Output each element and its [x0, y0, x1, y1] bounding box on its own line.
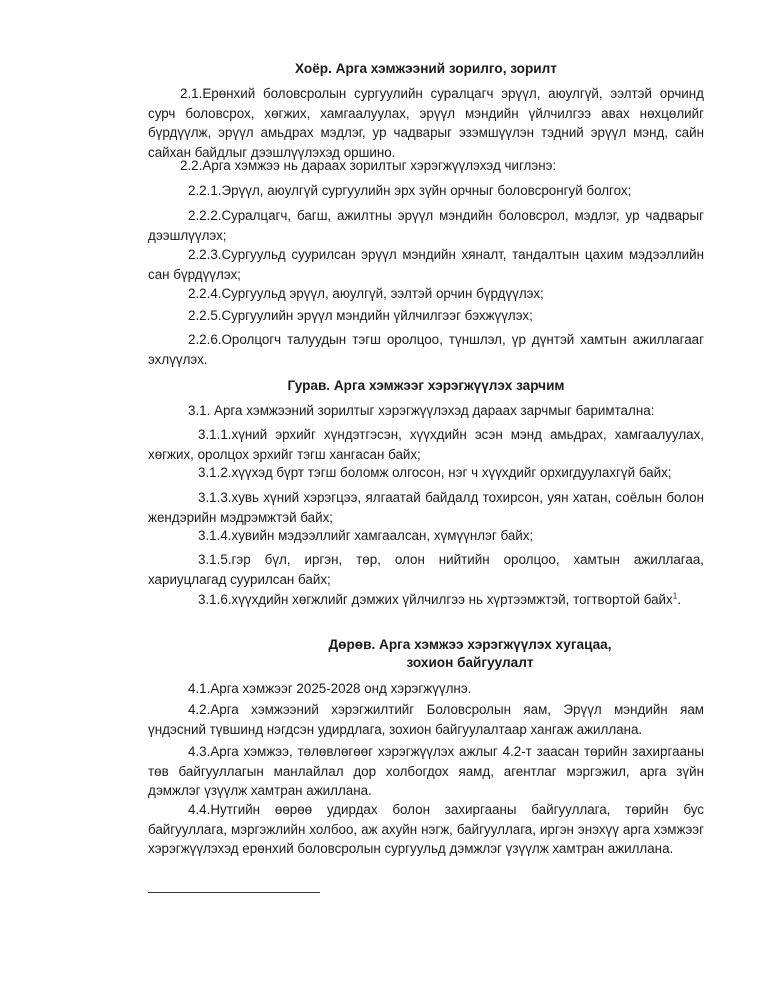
footnote-marker: 1	[672, 591, 678, 601]
paragraph-3-1: 3.1. Арга хэмжээний зорилтыг хэрэгжүүлэхэд дараах зарчмыг баримтална:	[188, 403, 655, 418]
paragraph-3-1-5: 3.1.5.гэр бүл, иргэн, төр, олон нийтийн оролцоо, хамтын ажиллагаа, хариуцлагад суурилсан байх;	[148, 552, 704, 587]
paragraph-2-2: 2.2.Арга хэмжээ нь дараах зорилтыг хэрэгжүүлэхэд чиглэнэ:	[180, 158, 557, 173]
section-3-heading: Гурав. Арга хэмжээг хэрэгжүүлэх зарчим	[287, 378, 565, 393]
paragraph-3-1-1: 3.1.1.хүний эрхийг хүндэтгэсэн, хүүхдийн эсэн мэнд амьдрах, хамгаалуулах, хөгжих, оролцох эрхийг тэгш хангасан байх;	[148, 427, 704, 462]
paragraph-4-1: 4.1.Арга хэмжээг 2025-2028 онд хэрэгжүүлнэ.	[188, 681, 472, 696]
paragraph-2-2-1: 2.2.1.Эрүүл, аюулгүй сургуулийн эрх зүйн орчныг боловсронгуй болгох;	[188, 183, 632, 198]
paragraph-3-1-6: 3.1.6.хүүхдийн хөгжлийг дэмжих үйлчилгээ нь хүртээмжтэй, тогтвортой байх$^1$.	[198, 591, 681, 607]
paragraph-4-3: 4.3.Арга хэмжээ, төлөвлөгөөг хэрэгжүүлэх ажлыг 4.2-т заасан төрийн захиргааны төв байгууллагын манлайлал дор холбогдох яамд, агентлаг мэргэжил, арга зүйн дэмжлэг үзүүлж хамтран ажиллана.	[148, 744, 704, 798]
section-4-heading-line-1: Дөрөв. Арга хэмжээ хэрэгжүүлэх хугацаа,	[328, 637, 612, 652]
paragraph-3-1-4: 3.1.4.хувийн мэдээллийг хамгаалсан, хүмүүнлэг байх;	[198, 528, 534, 543]
footnote-separator	[148, 892, 320, 893]
paragraph-3-1-6-text: 3.1.6.хүүхдийн хөгжлийг дэмжих үйлчилгээ нь хүртээмжтэй, тогтвортой байх	[198, 592, 673, 607]
section-4-heading-line-2: зохион байгуулалт	[406, 655, 534, 670]
paragraph-2-2-2: 2.2.2.Суралцагч, багш, ажилтны эрүүл мэндийн боловсрол, мэдлэг, ур чадварыг дээшлүүлэх;	[148, 208, 704, 243]
paragraph-2-2-6: 2.2.6.Оролцогч талуудын тэгш оролцоо, түншлэл, үр дүнтэй хамтын ажиллагааг эхлүүлэх.	[148, 332, 704, 367]
paragraph-2-1: 2.1.Ерөнхий боловсролын сургуулийн суралцагч эрүүл, аюулгүй, ээлтэй орчинд сурч боловсрох, хөгжих, хамгаалуулах, эрүүл мэндийн үйлчилгээ авах нөхцөлийг бүрдүүлж, эрүүл амьдрах мэдлэг, ур чадварыг эзэмшүүлэн тэдний эрүүл мэнд, сайн сайхан байдлыг дээшлүүлэхэд оршино.	[148, 86, 704, 160]
paragraph-4-4: 4.4.Нутгийн өөрөө удирдах болон захиргааны байгууллага, төрийн бус байгууллага, мэргэжлийн холбоо, аж ахуйн нэгж, байгууллага, иргэн энэхүү арга хэмжээг хэрэгжүүлэхэд ерөнхий боловсролын сургуульд дэмжлэг үзүүлж хамтран ажиллана.	[148, 802, 704, 856]
paragraph-3-1-2: 3.1.2.хүүхэд бүрт тэгш боломж олгосон, нэг ч хүүхдийг орхигдуулахгүй байх;	[198, 465, 672, 480]
section-2-heading: Хоёр. Арга хэмжээний зорилго, зорилт	[295, 61, 557, 76]
paragraph-2-2-5: 2.2.5.Сургуулийн эрүүл мэндийн үйлчилгээг бэхжүүлэх;	[188, 308, 533, 323]
paragraph-4-2: 4.2.Арга хэмжээний хэрэгжилтийг Боловсролын яам, Эрүүл мэндийн яам үндэсний түвшинд нэгдсэн удирдлага, зохион байгуулалтаар хангаж ажиллана.	[148, 702, 704, 737]
paragraph-3-1-3: 3.1.3.хувь хүний хэрэгцээ, ялгаатай байдалд тохирсон, уян хатан, соёлын болон жендэрийн мэдрэмжтэй байх;	[148, 490, 704, 525]
paragraph-2-2-3: 2.2.3.Сургуульд суурилсан эрүүл мэндийн хяналт, тандалтын цахим мэдээллийн сан бүрдүүлэх;	[148, 247, 704, 282]
paragraph-2-2-4: 2.2.4.Сургуульд эрүүл, аюулгүй, ээлтэй орчин бүрдүүлэх;	[188, 286, 544, 301]
